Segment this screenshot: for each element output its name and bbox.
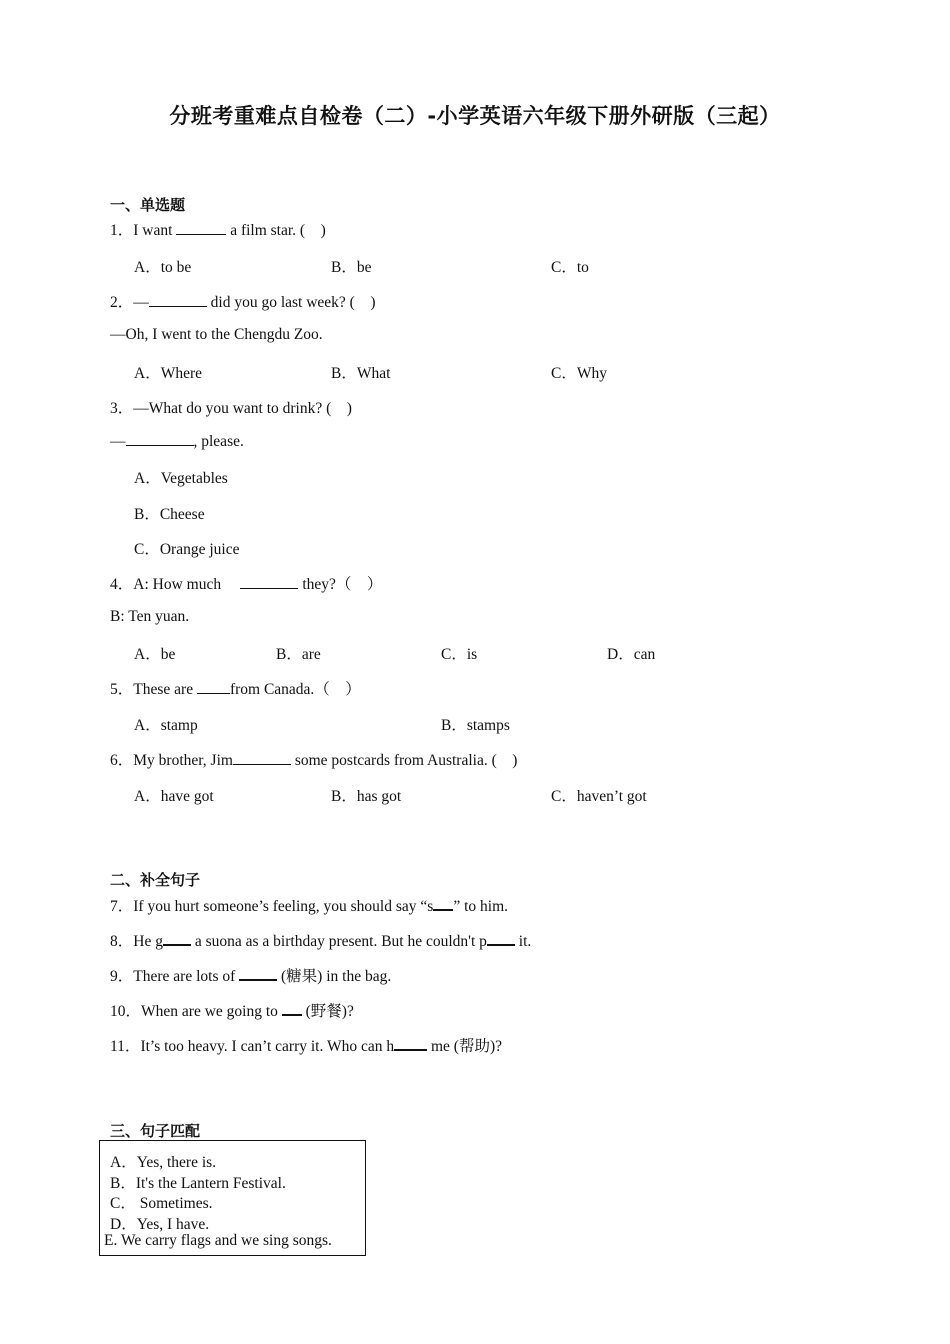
- question-text: If you hurt someone’s feeling, you should say “s: [133, 898, 434, 915]
- dialogue-reply: —Oh, I went to the Chengdu Zoo.: [110, 326, 323, 343]
- answer-blank[interactable]: [233, 751, 291, 765]
- question-number: 3．: [110, 400, 134, 417]
- question-5: [110, 677, 361, 699]
- answer-blank[interactable]: [433, 896, 453, 911]
- option-a[interactable]: A．Vegetables: [134, 470, 228, 487]
- question-text: A: How much: [133, 576, 241, 593]
- question-number: 11．: [110, 1038, 141, 1055]
- question-8: [110, 929, 531, 951]
- question-9: [110, 964, 391, 986]
- answer-blank[interactable]: [163, 931, 191, 946]
- reply-text: —: [110, 433, 126, 450]
- question-text: There are lots of: [133, 968, 240, 985]
- question-text: ” to him.: [453, 898, 509, 915]
- answer-blank[interactable]: [239, 966, 277, 981]
- answer-blank[interactable]: [394, 1036, 427, 1051]
- question-text: from Canada.（ ）: [229, 681, 361, 698]
- question-text: When are we going to: [141, 1003, 282, 1020]
- option-c[interactable]: C．Why: [551, 365, 607, 382]
- question-number: 5．: [110, 681, 134, 698]
- match-option-b: B．It's the Lantern Festival.: [110, 1175, 286, 1192]
- question-number: 9．: [110, 968, 134, 985]
- question-10: [110, 999, 354, 1021]
- option-c[interactable]: C．to: [551, 259, 589, 276]
- option-a[interactable]: A．stamp: [134, 717, 198, 734]
- question-number: 6．: [110, 752, 134, 769]
- question-number: 4．: [110, 576, 134, 593]
- question-text: (糖果) in the bag.: [277, 968, 392, 985]
- option-c[interactable]: C．haven’t got: [551, 788, 647, 805]
- answer-blank[interactable]: [282, 1001, 302, 1016]
- option-a[interactable]: A．be: [134, 646, 176, 663]
- question-text: —What do you want to drink? ( ): [133, 400, 352, 417]
- question-text: a suona as a birthday present. But he couldn't p: [190, 933, 487, 950]
- question-text: they?（ ）: [298, 576, 383, 593]
- section-heading-complete-sentences: 二、补全句子: [110, 871, 201, 889]
- option-b[interactable]: B．be: [331, 259, 372, 276]
- question-text: I want: [133, 222, 177, 239]
- question-2: [110, 290, 376, 312]
- question-text: me (帮助)?: [427, 1038, 502, 1055]
- match-option-c: C． Sometimes.: [110, 1195, 213, 1212]
- question-text: —: [133, 294, 149, 311]
- option-a[interactable]: A．Where: [134, 365, 202, 382]
- question-text: He g: [133, 933, 163, 950]
- answer-blank[interactable]: [197, 680, 230, 694]
- question-3: [110, 396, 352, 418]
- matching-options-box: [99, 1140, 366, 1256]
- question-7: [110, 894, 508, 916]
- question-number: 2．: [110, 294, 134, 311]
- question-text: did you go last week? ( ): [206, 294, 376, 311]
- answer-blank[interactable]: [149, 293, 207, 307]
- answer-blank[interactable]: [487, 931, 515, 946]
- dialogue-reply: B: Ten yuan.: [110, 608, 190, 625]
- match-option-a: A．Yes, there is.: [110, 1154, 217, 1171]
- question-4: [110, 572, 382, 594]
- option-a[interactable]: A．to be: [134, 259, 192, 276]
- question-text: (野餐)?: [301, 1003, 354, 1020]
- answer-blank[interactable]: [176, 221, 226, 235]
- question-number: 10．: [110, 1003, 142, 1020]
- match-option-d: D．Yes, I have.: [110, 1216, 210, 1233]
- question-text: These are: [133, 681, 197, 698]
- page-title: 分班考重难点自检卷（二）-小学英语六年级下册外研版（三起）: [169, 104, 781, 128]
- option-b[interactable]: B．stamps: [441, 717, 510, 734]
- option-b[interactable]: B．Cheese: [134, 506, 205, 523]
- option-c[interactable]: C．Orange juice: [134, 541, 240, 558]
- question-number: 1．: [110, 222, 134, 239]
- option-c[interactable]: C．is: [441, 646, 478, 663]
- option-b[interactable]: B．What: [331, 365, 391, 382]
- question-text: it.: [514, 933, 532, 950]
- match-option-e: E. We carry flags and we sing songs.: [104, 1232, 332, 1249]
- question-text: some postcards from Australia. ( ): [290, 752, 518, 769]
- section-heading-sentence-matching: 三、句子匹配: [110, 1122, 201, 1140]
- question-6: [110, 748, 517, 770]
- question-11: [110, 1034, 502, 1056]
- question-text: It’s too heavy. I can’t carry it. Who can h: [140, 1038, 395, 1055]
- reply-text: , please.: [193, 433, 244, 450]
- question-text: a film star. ( ): [226, 222, 326, 239]
- option-b[interactable]: B．has got: [331, 788, 402, 805]
- answer-blank[interactable]: [240, 575, 298, 589]
- section-heading-single-choice: 一、单选题: [110, 196, 186, 214]
- question-1: [110, 218, 326, 240]
- option-b[interactable]: B．are: [276, 646, 321, 663]
- question-text: My brother, Jim: [133, 752, 233, 769]
- question-number: 8．: [110, 933, 134, 950]
- option-d[interactable]: D．can: [607, 646, 656, 663]
- dialogue-reply: [110, 432, 244, 451]
- option-a[interactable]: A．have got: [134, 788, 214, 805]
- answer-blank[interactable]: [126, 432, 194, 446]
- question-number: 7．: [110, 898, 134, 915]
